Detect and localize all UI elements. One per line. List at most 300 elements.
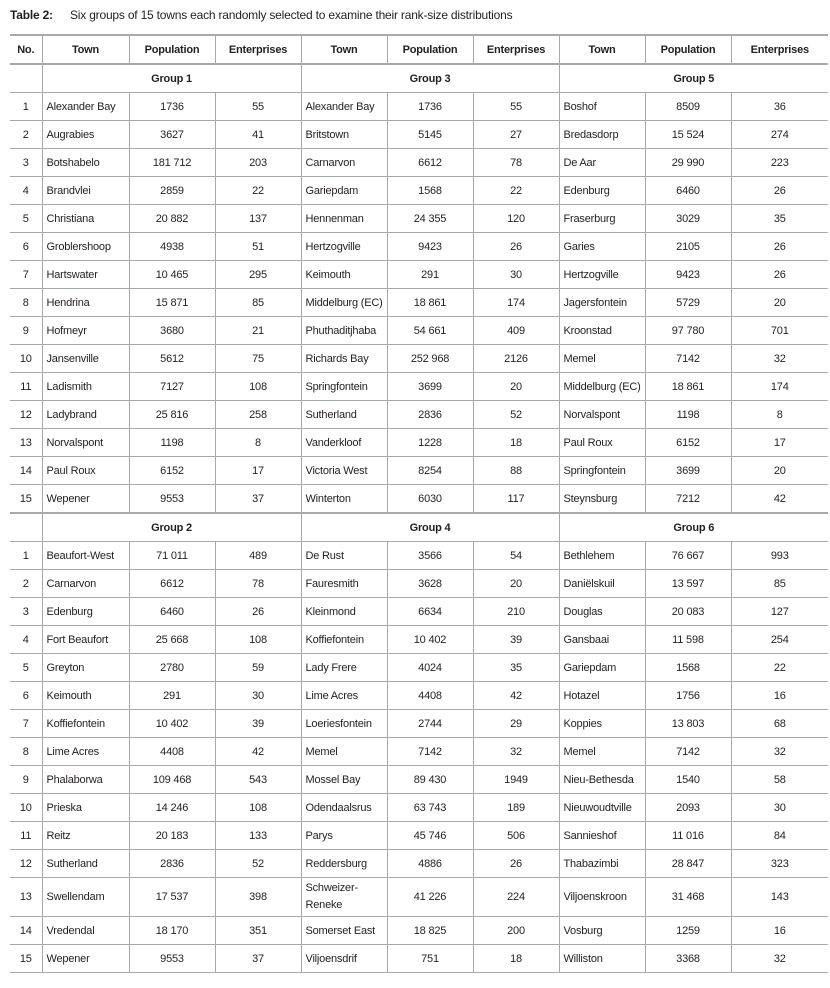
enterprises-cell: 37 bbox=[215, 485, 301, 514]
table-row bbox=[10, 261, 828, 289]
town-cell: Reitz bbox=[42, 822, 129, 850]
row-number-cell: 14 bbox=[10, 457, 42, 485]
population-cell: 5612 bbox=[129, 345, 215, 373]
group-label: Group 2 bbox=[42, 513, 301, 542]
table-row bbox=[10, 457, 828, 485]
enterprises-cell: 32 bbox=[731, 345, 828, 373]
row-number-cell: 4 bbox=[10, 177, 42, 205]
town-cell: Paul Roux bbox=[559, 429, 645, 457]
town-cell: Britstown bbox=[301, 121, 387, 149]
town-cell: De Aar bbox=[559, 149, 645, 177]
population-cell: 4408 bbox=[129, 738, 215, 766]
empty-cell bbox=[10, 513, 42, 542]
town-cell: Mossel Bay bbox=[301, 766, 387, 794]
enterprises-cell: 223 bbox=[731, 149, 828, 177]
enterprises-cell: 108 bbox=[215, 626, 301, 654]
enterprises-cell: 58 bbox=[731, 766, 828, 794]
population-cell: 11 016 bbox=[645, 822, 731, 850]
town-cell: Beaufort-West bbox=[42, 542, 129, 570]
table-row bbox=[10, 289, 828, 317]
town-cell: Sutherland bbox=[42, 850, 129, 878]
population-cell: 9553 bbox=[129, 945, 215, 973]
table-row bbox=[10, 149, 828, 177]
population-cell: 2093 bbox=[645, 794, 731, 822]
table-row bbox=[10, 917, 828, 945]
population-cell: 1736 bbox=[387, 93, 473, 121]
population-cell: 7127 bbox=[129, 373, 215, 401]
table-row bbox=[10, 485, 828, 514]
enterprises-cell: 189 bbox=[473, 794, 559, 822]
enterprises-cell: 75 bbox=[215, 345, 301, 373]
enterprises-cell: 200 bbox=[473, 917, 559, 945]
enterprises-cell: 21 bbox=[215, 317, 301, 345]
town-cell: Middelburg (EC) bbox=[301, 289, 387, 317]
town-cell: Phuthaditjhaba bbox=[301, 317, 387, 345]
enterprises-cell: 26 bbox=[731, 177, 828, 205]
row-number-cell: 11 bbox=[10, 373, 42, 401]
row-number-cell: 5 bbox=[10, 654, 42, 682]
population-cell: 5729 bbox=[645, 289, 731, 317]
enterprises-cell: 133 bbox=[215, 822, 301, 850]
town-cell: Koppies bbox=[559, 710, 645, 738]
table-row bbox=[10, 626, 828, 654]
population-cell: 28 847 bbox=[645, 850, 731, 878]
town-cell: Gariepdam bbox=[301, 177, 387, 205]
col-header-enterprises: Enterprises bbox=[731, 35, 828, 64]
population-cell: 1568 bbox=[387, 177, 473, 205]
enterprises-cell: 59 bbox=[215, 654, 301, 682]
population-cell: 11 598 bbox=[645, 626, 731, 654]
towns-table bbox=[10, 34, 828, 973]
row-number-cell: 2 bbox=[10, 570, 42, 598]
enterprises-cell: 26 bbox=[473, 233, 559, 261]
town-cell: Botshabelo bbox=[42, 149, 129, 177]
population-cell: 89 430 bbox=[387, 766, 473, 794]
table-row bbox=[10, 429, 828, 457]
enterprises-cell: 20 bbox=[473, 570, 559, 598]
row-number-cell: 7 bbox=[10, 710, 42, 738]
table-row bbox=[10, 598, 828, 626]
town-cell: Norvalspont bbox=[559, 401, 645, 429]
population-cell: 6634 bbox=[387, 598, 473, 626]
town-cell: Edenburg bbox=[559, 177, 645, 205]
town-cell: Parys bbox=[301, 822, 387, 850]
town-cell: Lime Acres bbox=[42, 738, 129, 766]
town-cell: Williston bbox=[559, 945, 645, 973]
population-cell: 6152 bbox=[645, 429, 731, 457]
enterprises-cell: 78 bbox=[215, 570, 301, 598]
row-number-cell: 5 bbox=[10, 205, 42, 233]
town-cell: Norvalspont bbox=[42, 429, 129, 457]
enterprises-cell: 489 bbox=[215, 542, 301, 570]
enterprises-cell: 39 bbox=[473, 626, 559, 654]
population-cell: 25 816 bbox=[129, 401, 215, 429]
row-number-cell: 6 bbox=[10, 233, 42, 261]
enterprises-cell: 26 bbox=[731, 261, 828, 289]
population-cell: 2836 bbox=[387, 401, 473, 429]
enterprises-cell: 224 bbox=[473, 878, 559, 917]
population-cell: 76 667 bbox=[645, 542, 731, 570]
row-number-cell: 14 bbox=[10, 917, 42, 945]
population-cell: 181 712 bbox=[129, 149, 215, 177]
population-cell: 8509 bbox=[645, 93, 731, 121]
population-cell: 41 226 bbox=[387, 878, 473, 917]
header-row bbox=[10, 35, 828, 64]
enterprises-cell: 35 bbox=[473, 654, 559, 682]
table-row bbox=[10, 738, 828, 766]
row-number-cell: 1 bbox=[10, 93, 42, 121]
table-row bbox=[10, 878, 828, 917]
enterprises-cell: 85 bbox=[731, 570, 828, 598]
table-row bbox=[10, 177, 828, 205]
town-cell: Viljoensdrif bbox=[301, 945, 387, 973]
population-cell: 1568 bbox=[645, 654, 731, 682]
population-cell: 1198 bbox=[129, 429, 215, 457]
town-cell: Augrabies bbox=[42, 121, 129, 149]
row-number-cell: 2 bbox=[10, 121, 42, 149]
town-cell: Swellendam bbox=[42, 878, 129, 917]
enterprises-cell: 117 bbox=[473, 485, 559, 514]
population-cell: 109 468 bbox=[129, 766, 215, 794]
row-number-cell: 8 bbox=[10, 289, 42, 317]
population-cell: 4886 bbox=[387, 850, 473, 878]
population-cell: 2780 bbox=[129, 654, 215, 682]
population-cell: 5145 bbox=[387, 121, 473, 149]
population-cell: 63 743 bbox=[387, 794, 473, 822]
row-number-cell: 13 bbox=[10, 878, 42, 917]
enterprises-cell: 35 bbox=[731, 205, 828, 233]
population-cell: 2105 bbox=[645, 233, 731, 261]
population-cell: 14 246 bbox=[129, 794, 215, 822]
population-cell: 7142 bbox=[645, 738, 731, 766]
enterprises-cell: 20 bbox=[731, 457, 828, 485]
population-cell: 45 746 bbox=[387, 822, 473, 850]
population-cell: 6612 bbox=[387, 149, 473, 177]
enterprises-cell: 32 bbox=[731, 945, 828, 973]
town-cell: Gariepdam bbox=[559, 654, 645, 682]
enterprises-cell: 20 bbox=[473, 373, 559, 401]
population-cell: 6152 bbox=[129, 457, 215, 485]
col-header-town: Town bbox=[559, 35, 645, 64]
table-row bbox=[10, 710, 828, 738]
town-cell: Fort Beaufort bbox=[42, 626, 129, 654]
enterprises-cell: 409 bbox=[473, 317, 559, 345]
row-number-cell: 15 bbox=[10, 945, 42, 973]
enterprises-cell: 68 bbox=[731, 710, 828, 738]
population-cell: 7212 bbox=[645, 485, 731, 514]
town-cell: Vanderkloof bbox=[301, 429, 387, 457]
population-cell: 20 083 bbox=[645, 598, 731, 626]
enterprises-cell: 26 bbox=[473, 850, 559, 878]
enterprises-cell: 27 bbox=[473, 121, 559, 149]
town-cell: Daniëlskuil bbox=[559, 570, 645, 598]
town-cell: Somerset East bbox=[301, 917, 387, 945]
row-number-cell: 12 bbox=[10, 401, 42, 429]
population-cell: 9423 bbox=[387, 233, 473, 261]
population-cell: 7142 bbox=[387, 738, 473, 766]
row-number-cell: 4 bbox=[10, 626, 42, 654]
enterprises-cell: 351 bbox=[215, 917, 301, 945]
town-cell: Odendaalsrus bbox=[301, 794, 387, 822]
population-cell: 15 871 bbox=[129, 289, 215, 317]
town-cell: Vredendal bbox=[42, 917, 129, 945]
population-cell: 2836 bbox=[129, 850, 215, 878]
enterprises-cell: 22 bbox=[731, 654, 828, 682]
population-cell: 10 402 bbox=[387, 626, 473, 654]
table-row bbox=[10, 93, 828, 121]
enterprises-cell: 143 bbox=[731, 878, 828, 917]
row-number-cell: 9 bbox=[10, 317, 42, 345]
enterprises-cell: 18 bbox=[473, 945, 559, 973]
population-cell: 3566 bbox=[387, 542, 473, 570]
group-label: Group 3 bbox=[301, 64, 559, 93]
town-cell: Thabazimbi bbox=[559, 850, 645, 878]
town-cell: Phalaborwa bbox=[42, 766, 129, 794]
town-cell: De Rust bbox=[301, 542, 387, 570]
town-cell: Garies bbox=[559, 233, 645, 261]
population-cell: 3029 bbox=[645, 205, 731, 233]
enterprises-cell: 85 bbox=[215, 289, 301, 317]
col-header-population: Population bbox=[129, 35, 215, 64]
table-row bbox=[10, 317, 828, 345]
table-label: Table 2: bbox=[10, 8, 53, 22]
population-cell: 17 537 bbox=[129, 878, 215, 917]
enterprises-cell: 295 bbox=[215, 261, 301, 289]
row-number-cell: 10 bbox=[10, 794, 42, 822]
population-cell: 10 465 bbox=[129, 261, 215, 289]
population-cell: 13 597 bbox=[645, 570, 731, 598]
population-cell: 1540 bbox=[645, 766, 731, 794]
population-cell: 751 bbox=[387, 945, 473, 973]
town-cell: Brandvlei bbox=[42, 177, 129, 205]
town-cell: Hertzogville bbox=[559, 261, 645, 289]
town-cell: Middelburg (EC) bbox=[559, 373, 645, 401]
town-cell: Bethlehem bbox=[559, 542, 645, 570]
row-number-cell: 1 bbox=[10, 542, 42, 570]
town-cell: Steynsburg bbox=[559, 485, 645, 514]
town-cell: Paul Roux bbox=[42, 457, 129, 485]
town-cell: Boshof bbox=[559, 93, 645, 121]
town-cell: Nieuwoudtville bbox=[559, 794, 645, 822]
row-number-cell: 11 bbox=[10, 822, 42, 850]
enterprises-cell: 17 bbox=[731, 429, 828, 457]
enterprises-cell: 137 bbox=[215, 205, 301, 233]
col-header-enterprises: Enterprises bbox=[215, 35, 301, 64]
enterprises-cell: 210 bbox=[473, 598, 559, 626]
table-body bbox=[10, 64, 828, 973]
enterprises-cell: 274 bbox=[731, 121, 828, 149]
group-header-row bbox=[10, 513, 828, 542]
empty-cell bbox=[10, 64, 42, 93]
population-cell: 3627 bbox=[129, 121, 215, 149]
town-cell: Sannieshof bbox=[559, 822, 645, 850]
enterprises-cell: 1949 bbox=[473, 766, 559, 794]
table-row bbox=[10, 233, 828, 261]
enterprises-cell: 120 bbox=[473, 205, 559, 233]
town-cell: Edenburg bbox=[42, 598, 129, 626]
town-cell: Alexander Bay bbox=[42, 93, 129, 121]
town-cell: Hennenman bbox=[301, 205, 387, 233]
population-cell: 1259 bbox=[645, 917, 731, 945]
enterprises-cell: 17 bbox=[215, 457, 301, 485]
row-number-cell: 12 bbox=[10, 850, 42, 878]
town-cell: Hartswater bbox=[42, 261, 129, 289]
row-number-cell: 9 bbox=[10, 766, 42, 794]
town-cell: Springfontein bbox=[301, 373, 387, 401]
enterprises-cell: 37 bbox=[215, 945, 301, 973]
town-cell: Reddersburg bbox=[301, 850, 387, 878]
population-cell: 4408 bbox=[387, 682, 473, 710]
table-row bbox=[10, 345, 828, 373]
enterprises-cell: 88 bbox=[473, 457, 559, 485]
enterprises-cell: 52 bbox=[473, 401, 559, 429]
enterprises-cell: 543 bbox=[215, 766, 301, 794]
table-row bbox=[10, 766, 828, 794]
table-row bbox=[10, 401, 828, 429]
town-cell: Greyton bbox=[42, 654, 129, 682]
group-header-row bbox=[10, 64, 828, 93]
population-cell: 18 170 bbox=[129, 917, 215, 945]
enterprises-cell: 18 bbox=[473, 429, 559, 457]
population-cell: 4024 bbox=[387, 654, 473, 682]
town-cell: Fauresmith bbox=[301, 570, 387, 598]
enterprises-cell: 42 bbox=[473, 682, 559, 710]
town-cell: Jansenville bbox=[42, 345, 129, 373]
enterprises-cell: 39 bbox=[215, 710, 301, 738]
town-cell: Memel bbox=[301, 738, 387, 766]
town-cell: Richards Bay bbox=[301, 345, 387, 373]
town-cell: Victoria West bbox=[301, 457, 387, 485]
enterprises-cell: 55 bbox=[473, 93, 559, 121]
town-cell: Groblershoop bbox=[42, 233, 129, 261]
enterprises-cell: 36 bbox=[731, 93, 828, 121]
enterprises-cell: 42 bbox=[731, 485, 828, 514]
town-cell: Alexander Bay bbox=[301, 93, 387, 121]
town-cell: Lime Acres bbox=[301, 682, 387, 710]
enterprises-cell: 506 bbox=[473, 822, 559, 850]
population-cell: 24 355 bbox=[387, 205, 473, 233]
row-number-cell: 8 bbox=[10, 738, 42, 766]
enterprises-cell: 2126 bbox=[473, 345, 559, 373]
town-cell: Memel bbox=[559, 345, 645, 373]
enterprises-cell: 30 bbox=[473, 261, 559, 289]
enterprises-cell: 30 bbox=[215, 682, 301, 710]
table-caption bbox=[10, 8, 512, 22]
population-cell: 54 661 bbox=[387, 317, 473, 345]
row-number-cell: 7 bbox=[10, 261, 42, 289]
table-row bbox=[10, 794, 828, 822]
town-cell: Fraserburg bbox=[559, 205, 645, 233]
town-cell: Wepener bbox=[42, 945, 129, 973]
row-number-cell: 13 bbox=[10, 429, 42, 457]
population-cell: 3699 bbox=[387, 373, 473, 401]
town-cell: Springfontein bbox=[559, 457, 645, 485]
col-header-population: Population bbox=[387, 35, 473, 64]
enterprises-cell: 16 bbox=[731, 917, 828, 945]
town-cell: Hotazel bbox=[559, 682, 645, 710]
town-cell: Winterton bbox=[301, 485, 387, 514]
population-cell: 18 861 bbox=[387, 289, 473, 317]
town-cell: Loeriesfontein bbox=[301, 710, 387, 738]
table-row bbox=[10, 373, 828, 401]
population-cell: 97 780 bbox=[645, 317, 731, 345]
enterprises-cell: 26 bbox=[215, 598, 301, 626]
population-cell: 6030 bbox=[387, 485, 473, 514]
town-cell: Christiana bbox=[42, 205, 129, 233]
table-row bbox=[10, 945, 828, 973]
town-cell: Douglas bbox=[559, 598, 645, 626]
enterprises-cell: 51 bbox=[215, 233, 301, 261]
enterprises-cell: 254 bbox=[731, 626, 828, 654]
population-cell: 7142 bbox=[645, 345, 731, 373]
enterprises-cell: 41 bbox=[215, 121, 301, 149]
population-cell: 18 861 bbox=[645, 373, 731, 401]
town-cell: Carnarvon bbox=[301, 149, 387, 177]
population-cell: 10 402 bbox=[129, 710, 215, 738]
enterprises-cell: 22 bbox=[473, 177, 559, 205]
enterprises-cell: 52 bbox=[215, 850, 301, 878]
table-row bbox=[10, 850, 828, 878]
group-label: Group 6 bbox=[559, 513, 828, 542]
town-cell: Prieska bbox=[42, 794, 129, 822]
enterprises-cell: 127 bbox=[731, 598, 828, 626]
town-cell: Jagersfontein bbox=[559, 289, 645, 317]
town-cell: Kroonstad bbox=[559, 317, 645, 345]
population-cell: 31 468 bbox=[645, 878, 731, 917]
group-label: Group 4 bbox=[301, 513, 559, 542]
population-cell: 1228 bbox=[387, 429, 473, 457]
table-row bbox=[10, 205, 828, 233]
population-cell: 25 668 bbox=[129, 626, 215, 654]
group-label: Group 5 bbox=[559, 64, 828, 93]
town-cell: Keimouth bbox=[42, 682, 129, 710]
enterprises-cell: 398 bbox=[215, 878, 301, 917]
row-number-cell: 3 bbox=[10, 149, 42, 177]
table-title: Six groups of 15 towns each randomly selected to examine their rank-size distributions bbox=[70, 8, 513, 22]
population-cell: 6460 bbox=[645, 177, 731, 205]
population-cell: 13 803 bbox=[645, 710, 731, 738]
town-cell: Koffiefontein bbox=[42, 710, 129, 738]
enterprises-cell: 108 bbox=[215, 373, 301, 401]
population-cell: 1736 bbox=[129, 93, 215, 121]
enterprises-cell: 42 bbox=[215, 738, 301, 766]
enterprises-cell: 174 bbox=[731, 373, 828, 401]
town-cell: Hendrina bbox=[42, 289, 129, 317]
population-cell: 3628 bbox=[387, 570, 473, 598]
row-number-cell: 15 bbox=[10, 485, 42, 514]
population-cell: 3368 bbox=[645, 945, 731, 973]
col-header-enterprises: Enterprises bbox=[473, 35, 559, 64]
population-cell: 1756 bbox=[645, 682, 731, 710]
population-cell: 6460 bbox=[129, 598, 215, 626]
population-cell: 20 882 bbox=[129, 205, 215, 233]
population-cell: 4938 bbox=[129, 233, 215, 261]
table-row bbox=[10, 822, 828, 850]
population-cell: 20 183 bbox=[129, 822, 215, 850]
col-header-town: Town bbox=[42, 35, 129, 64]
table-row bbox=[10, 121, 828, 149]
population-cell: 15 524 bbox=[645, 121, 731, 149]
town-cell: Wepener bbox=[42, 485, 129, 514]
enterprises-cell: 54 bbox=[473, 542, 559, 570]
town-cell: Sutherland bbox=[301, 401, 387, 429]
town-cell: Hertzogville bbox=[301, 233, 387, 261]
town-cell: Vosburg bbox=[559, 917, 645, 945]
population-cell: 2744 bbox=[387, 710, 473, 738]
row-number-cell: 3 bbox=[10, 598, 42, 626]
enterprises-cell: 8 bbox=[731, 401, 828, 429]
enterprises-cell: 108 bbox=[215, 794, 301, 822]
